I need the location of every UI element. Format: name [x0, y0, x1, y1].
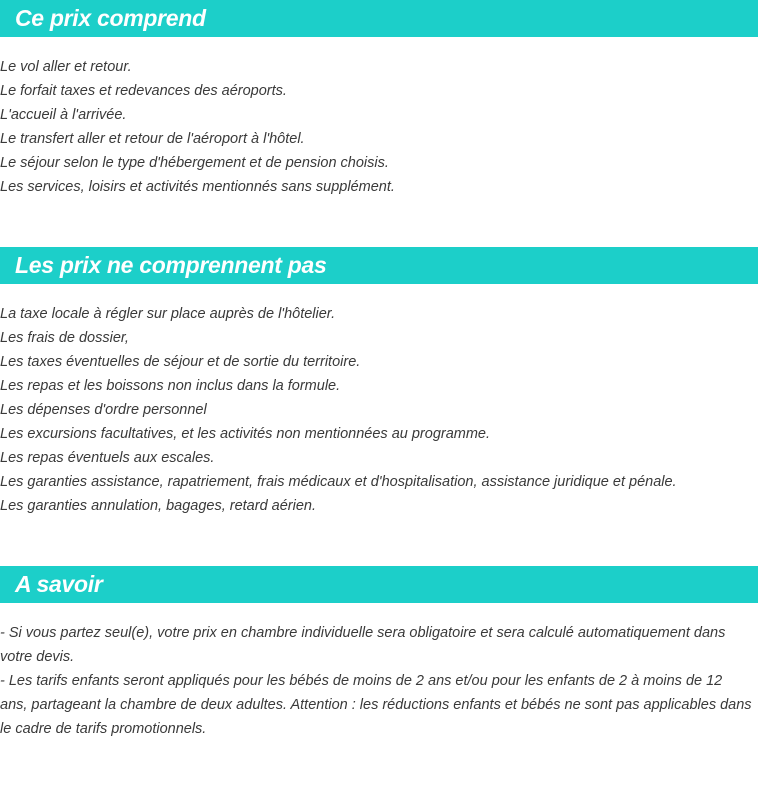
- included-section: [0, 0, 758, 199]
- excluded-section: [0, 247, 758, 518]
- excluded-header: [0, 247, 758, 284]
- notes-body: [0, 621, 752, 741]
- list-item: La taxe locale à régler sur place auprès de l'hôtelier.: [0, 306, 336, 322]
- excluded-title: Les prix ne comprennent pas: [15, 252, 327, 278]
- list-item: Les repas et les boissons non inclus dans la formule.: [0, 378, 341, 394]
- list-item: Le séjour selon le type d'hébergement et de pension choisis.: [0, 155, 389, 171]
- notes-header: [0, 566, 758, 603]
- note-paragraph: - Les tarifs enfants seront appliqués pour les bébés de moins de 2 ans et/ou pour les enfants de 2 à moins de 12 ans, partageant la chambre de deux adultes. Attention : les réductions enfants et bébés ne sont pas applicables dans le cadre de tarifs promotionnels.: [0, 673, 752, 737]
- list-item: L'accueil à l'arrivée.: [0, 107, 127, 123]
- excluded-list: [0, 302, 758, 518]
- list-item: Les excursions facultatives, et les activités non mentionnées au programme.: [0, 426, 491, 442]
- list-item: Les repas éventuels aux escales.: [0, 450, 215, 466]
- notes-section: [0, 566, 758, 741]
- list-item: Les dépenses d'ordre personnel: [0, 402, 207, 418]
- list-item: Les services, loisirs et activités mentionnés sans supplément.: [0, 179, 395, 195]
- list-item: Le vol aller et retour.: [0, 59, 132, 75]
- list-item: Les taxes éventuelles de séjour et de sortie du territoire.: [0, 354, 361, 370]
- included-title: Ce prix comprend: [15, 5, 206, 31]
- note-paragraph: - Si vous partez seul(e), votre prix en chambre individuelle sera obligatoire et sera calculé automatiquement dans votre devis.: [0, 625, 726, 665]
- list-item: Les garanties annulation, bagages, retard aérien.: [0, 498, 316, 514]
- list-item: Les garanties assistance, rapatriement, frais médicaux et d'hospitalisation, assistance juridique et pénale.: [0, 474, 677, 490]
- list-item: Le transfert aller et retour de l'aéroport à l'hôtel.: [0, 131, 305, 147]
- included-header: [0, 0, 758, 37]
- included-list: [0, 55, 758, 199]
- notes-title: A savoir: [15, 571, 103, 597]
- list-item: Les frais de dossier,: [0, 330, 129, 346]
- list-item: Le forfait taxes et redevances des aéroports.: [0, 83, 287, 99]
